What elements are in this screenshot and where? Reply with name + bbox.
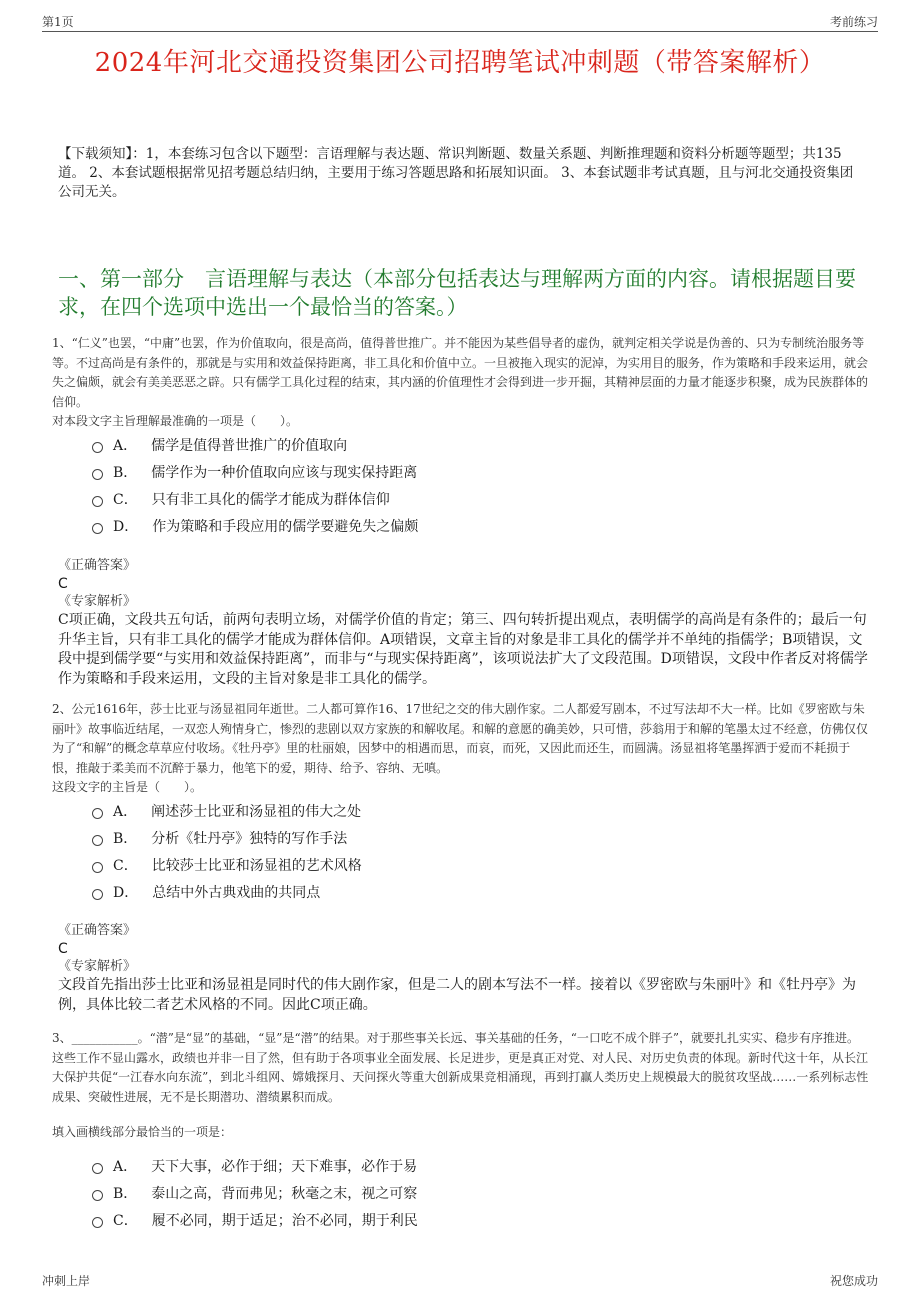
analysis-text: 文段首先指出莎士比亚和汤显祖是同时代的伟大剧作家，但是二人的剧本写法不一样。接着以《罗密欧与朱丽叶》和《牡丹亭》为例，具体比较二者艺术风格的不同。因此C项正确。: [58, 977, 856, 1013]
answer-label: 《正确答案》: [58, 558, 137, 573]
question-1: [52, 334, 870, 432]
option-b[interactable]: [92, 824, 692, 851]
question-prompt: 对本段文字主旨理解最准确的一项是（ ）。: [52, 414, 299, 428]
radio-icon[interactable]: [92, 523, 103, 534]
analysis-text: C项正确，文段共五句话，前两句表明立场，对儒学价值的肯定；第三、四句转折提出观点，表明儒学的高尚是有条件的；最后一句升华主旨，只有非工具化的儒学才能成为群体信仰。A项错误，文章主旨的对象是非工具化的儒学并不单纯的指儒学；B项错误，文段中提到儒学要“与实用和效益保持距离”，而非与“与现实保持距离”，该项说法扩大了文段范围。D项错误，文段中作者反对将儒学作为策略和手段来运用，文段的主旨对象是非工具化的儒学。: [58, 612, 868, 687]
option-letter: A．: [113, 803, 138, 820]
question-stem: 3、___________。“潜”是“显”的基础，“显”是“潜”的结果。对于那些事关长远、事关基础的任务，“一口吃不成个胖子”，就要扎扎实实、稳步有序推进。这些工作不显山露水，政绩也并非一目了然，但有助于各项事业全面发展、长足进步，更是真正对党、对人民、对历史负责的体现。新时代这十年，从长江大保护共促“一江春水向东流”，到北斗组网、嫦娥探月、天问探火等重大创新成果竞相涌现，再到打赢人类历史上规模最大的脱贫攻坚战……一系列标志性成果、突破性进展，无不是长期潜功、潜绩累积而成。: [52, 1031, 869, 1104]
download-notice: 【下载须知】：1，本套练习包含以下题型：言语理解与表达题、常识判断题、数量关系题、判断推理题和资料分析题等题型；共135道。 2、本套试题根据常见招考题总结归纳，主要用于练习答题思路和拓展知识面。 3、本套试题非考试真题，且与河北交通投资集团公司无关。: [58, 146, 854, 200]
option-letter: C．: [113, 491, 138, 508]
radio-icon[interactable]: [92, 1217, 103, 1228]
option-b[interactable]: [92, 1179, 692, 1206]
option-letter: B．: [113, 464, 138, 481]
option-a[interactable]: [92, 431, 692, 458]
option-letter: D．: [113, 884, 139, 901]
question-stem: 2、公元1616年，莎士比亚与汤显祖同年逝世。二人都可算作16、17世纪之交的伟大剧作家。二人都爱写剧本，不过写法却不大一样。比如《罗密欧与朱丽叶》故事临近结尾，一双恋人殉情身亡，惨烈的悲剧以双方家族的和解收尾。和解的意愿的确美妙，只可惜，莎翁用于和解的笔墨太过不经意，仿佛仅仅为了“和解”的概念草草应付收场。《牡丹亭》里的杜丽娘，因梦中的相遇而思，而哀，而死，又因此而还生，而圆满。汤显祖将笔墨挥洒于爱而不耗损于恨，推敲于柔美而不沉醉于暴力，他笔下的爱，期待、给予、容纳、无嗔。: [52, 702, 869, 775]
option-a[interactable]: [92, 1152, 692, 1179]
question-2: [52, 700, 870, 798]
radio-icon[interactable]: [92, 469, 103, 480]
page-title: 2024年河北交通投资集团公司招聘笔试冲刺题（带答案解析）: [94, 48, 826, 78]
answer-value: C: [58, 576, 68, 592]
radio-icon[interactable]: [92, 862, 103, 873]
analysis-label: 《专家解析》: [58, 959, 137, 974]
option-text: 作为策略和手段应用的儒学要避免失之偏颇: [152, 518, 419, 535]
question-stem: 1、“仁义”也罢，“中庸”也罢，作为价值取向，很是高尚，值得普世推广。并不能因为某些倡导者的虚伪，就判定相关学说是伪善的、只为专制统治服务等等。不过高尚是有条件的，那就是与实用和效益保持距离，非工具化和价值中立。一旦被拖入现实的泥淖，为实用目的服务，作为策略和手段来运用，就会失之偏颇，就会有美美恶恶之辟。只有儒学工具化过程的结束，其内涵的价值理性才会得到进一步开掘，其精神层面的力量才能逐步积聚，成为民族群体的信仰。: [52, 336, 869, 409]
radio-icon[interactable]: [92, 889, 103, 900]
option-d[interactable]: [92, 878, 692, 905]
option-letter: C．: [113, 857, 138, 874]
option-text: 泰山之高，背而弗见；秋毫之末，视之可察: [151, 1185, 418, 1202]
question-3: [52, 1029, 870, 1143]
option-text: 总结中外古典戏曲的共同点: [152, 884, 321, 901]
option-text: 只有非工具化的儒学才能成为群体信仰: [151, 491, 390, 508]
option-text: 儒学作为一种价值取向应该与现实保持距离: [151, 464, 418, 481]
radio-icon[interactable]: [92, 442, 103, 453]
analysis-label: 《专家解析》: [58, 594, 137, 609]
answer-value: C: [58, 941, 68, 957]
page-header: [42, 13, 878, 32]
option-letter: B．: [113, 830, 138, 847]
option-letter: D．: [113, 518, 139, 535]
option-c[interactable]: [92, 1206, 692, 1233]
option-a[interactable]: [92, 797, 692, 824]
option-letter: B．: [113, 1185, 138, 1202]
option-text: 履不必同，期于适足；治不必同，期于利民: [151, 1212, 418, 1229]
answer-label: 《正确答案》: [58, 923, 137, 938]
radio-icon[interactable]: [92, 1163, 103, 1174]
option-letter: A．: [113, 1158, 138, 1175]
option-text: 天下大事，必作于细；天下难事，必作于易: [151, 1158, 418, 1175]
header-tag: 考前练习: [829, 15, 878, 29]
option-d[interactable]: [92, 512, 692, 539]
radio-icon[interactable]: [92, 1190, 103, 1201]
option-letter: C．: [113, 1212, 138, 1229]
option-b[interactable]: [92, 458, 692, 485]
question-2-options: [92, 797, 692, 905]
radio-icon[interactable]: [92, 808, 103, 819]
option-text: 分析《牡丹亭》独特的写作手法: [151, 830, 348, 847]
radio-icon[interactable]: [92, 835, 103, 846]
question-1-answer: [58, 557, 870, 689]
question-3-options: [92, 1152, 692, 1233]
question-2-answer: [58, 922, 870, 1015]
option-text: 阐述莎士比亚和汤显祖的伟大之处: [151, 803, 362, 820]
page-number: 第1页: [42, 15, 74, 29]
question-prompt: 填入画横线部分最恰当的一项是：: [52, 1125, 233, 1139]
option-c[interactable]: [92, 485, 692, 512]
footer-left: 冲刺上岸: [42, 1274, 91, 1288]
section-heading: 一、第一部分 言语理解与表达（本部分包括表达与理解两方面的内容。请根据题目要求，在四个选项中选出一个最恰当的答案。）: [58, 267, 856, 319]
question-1-options: [92, 431, 692, 539]
radio-icon[interactable]: [92, 496, 103, 507]
option-c[interactable]: [92, 851, 692, 878]
option-letter: A．: [113, 437, 138, 454]
option-text: 儒学是值得普世推广的价值取向: [151, 437, 348, 454]
option-text: 比较莎士比亚和汤显祖的艺术风格: [151, 857, 362, 874]
question-prompt: 这段文字的主旨是（ ）。: [52, 780, 203, 794]
footer-right: 祝您成功: [829, 1274, 878, 1288]
